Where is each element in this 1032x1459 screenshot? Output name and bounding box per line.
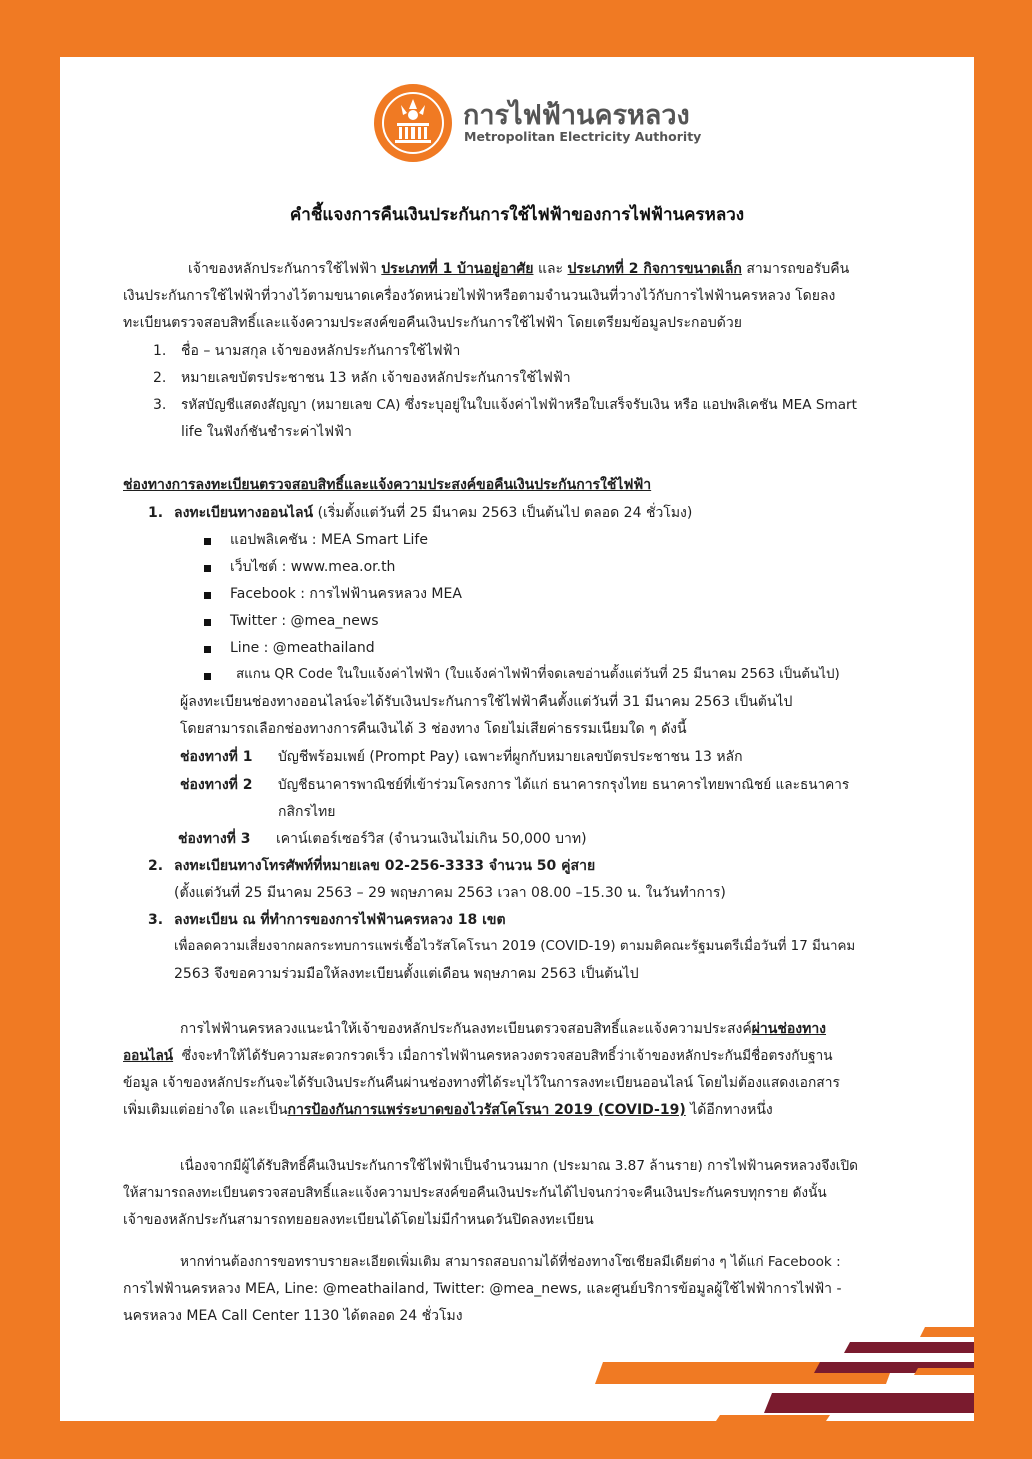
item-text: ชื่อ – นามสกุล เจ้าของหลักประกันการใช้ไฟฟ้า — [181, 343, 461, 359]
intro-text-end: สามารถขอรับคืน — [746, 261, 850, 277]
intro-type-2: ประเภทที่ 2 กิจการขนาดเล็ก — [567, 261, 742, 277]
recommend-line-3: ข้อมูล เจ้าของหลักประกันจะได้รับเงินประกันคืนผ่านช่องทางที่ได้ระบุไว้ในการลงทะเบียนออนไลน์ โดยไม่ต้องแสดงเอกสาร — [123, 1075, 840, 1091]
item-number: 3. — [153, 397, 167, 413]
office-title: ลงทะเบียน ณ ที่ทำการของการไฟฟ้านครหลวง 18 เขต — [174, 912, 506, 928]
phone-note: (ตั้งแต่วันที่ 25 มีนาคม 2563 – 29 พฤษภาคม 2563 เวลา 08.00 –15.30 น. ในวันทำการ) — [174, 885, 726, 901]
online-refund-line-1: ผู้ลงทะเบียนช่องทางออนไลน์จะได้รับเงินประกันการใช้ไฟฟ้าคืนตั้งแต่วันที่ 31 มีนาคม 2563 เป็นต้นไป — [180, 694, 793, 710]
online-refund-line-2: โดยสามารถเลือกช่องทางการคืนเงินได้ 3 ช่องทาง โดยไม่เสียค่าธรรมเนียมใด ๆ ดังนี้ — [180, 721, 687, 737]
online-title: ลงทะเบียนทางออนไลน์ — [174, 505, 314, 521]
intro-line-2: เงินประกันการใช้ไฟฟ้าที่วางไว้ตามขนาดเครื่องวัดหน่วยไฟฟ้าหรือตามจำนวนเงินที่วางไว้กับการไฟฟ้านครหลวง โดยลง — [123, 288, 836, 304]
refund-channel-label: ช่องทางที่ 2 — [180, 777, 253, 793]
refund-channel-label: ช่องทางที่ 1 — [180, 749, 253, 765]
document-title: คำชี้แจงการคืนเงินประกันการใช้ไฟฟ้าของการไฟฟ้านครหลวง — [289, 205, 745, 225]
recommend-text: เพิ่มเติมแต่อย่างใด และเป็น — [123, 1102, 288, 1118]
channels-heading: ช่องทางการลงทะเบียนตรวจสอบสิทธิ์และแจ้งความประสงค์ขอคืนเงินประกันการใช้ไฟฟ้า — [123, 477, 652, 493]
intro-and: และ — [537, 261, 564, 277]
item-number: 1. — [153, 343, 167, 359]
decorative-stripes — [60, 57, 974, 1421]
recommend-emphasis: ผ่านช่องทาง — [751, 1021, 827, 1037]
item-number: 2. — [153, 370, 167, 386]
recommend-text: ซึ่งจะทำให้ได้รับความสะดวกรวดเร็ว เมื่อการไฟฟ้านครหลวงตรวจสอบสิทธิ์ว่าเจ้าของหลักประกันมีชื่อตรงกับฐาน — [181, 1048, 833, 1064]
recommend-online: ออนไลน์ — [123, 1048, 174, 1064]
document-page — [60, 57, 974, 1421]
refund-channel-text-cont: กสิกรไทย — [278, 804, 336, 820]
many-line-2: ให้สามารถลงทะเบียนตรวจสอบสิทธิ์และแจ้งความประสงค์ขอคืนเงินประกันได้ไปจนกว่าจะคืนเงินประกันครบทุกราย ดังนั้น — [123, 1185, 827, 1201]
office-line-2: 2563 จึงขอความร่วมมือให้ลงทะเบียนตั้งแต่เดือน พฤษภาคม 2563 เป็นต้นไป — [174, 966, 639, 982]
refund-channel-text: บัญชีธนาคารพาณิชย์ที่เข้าร่วมโครงการ ได้แก่ ธนาคารกรุงไทย ธนาคารไทยพาณิชย์ และธนาคาร — [278, 777, 850, 793]
recommend-text: การไฟฟ้านครหลวงแนะนำให้เจ้าของหลักประกันลงทะเบียนตรวจสอบสิทธิ์และแจ้งความประสงค์ — [180, 1021, 752, 1037]
intro-type-1: ประเภทที่ 1 บ้านอยู่อาศัย — [381, 261, 534, 277]
online-channel-twitter: Twitter : @mea_news — [230, 613, 379, 629]
contact-line-1: หากท่านต้องการขอทราบรายละเอียดเพิ่มเติม สามารถสอบถามได้ที่ช่องทางโซเชียลมีเดียต่าง ๆ ได้แก่ Facebook : — [180, 1254, 841, 1270]
online-channel-line: Line : @meathailand — [230, 640, 375, 656]
contact-line-3: นครหลวง MEA Call Center 1130 ได้ตลอด 24 ชั่วโมง — [123, 1308, 463, 1324]
office-line-1: เพื่อลดความเสี่ยงจากผลกระทบการแพร่เชื้อไวรัสโคโรนา 2019 (COVID-19) ตามมติคณะรัฐมนตรีเมื่อวันที่ 17 มีนาคม — [174, 939, 856, 954]
intro-text: เจ้าของหลักประกันการใช้ไฟฟ้า — [188, 261, 377, 277]
online-note: (เริ่มตั้งแต่วันที่ 25 มีนาคม 2563 เป็นต้นไป ตลอด 24 ชั่วโมง) — [317, 505, 693, 521]
office-number: 3. — [148, 912, 164, 928]
refund-channel-label: ช่องทางที่ 3 — [178, 831, 251, 847]
refund-channel-text: บัญชีพร้อมเพย์ (Prompt Pay) เฉพาะที่ผูกกับหมายเลขบัตรประชาชน 13 หลัก — [278, 749, 743, 765]
org-name-th: การไฟฟ้านครหลวง — [463, 100, 690, 131]
recommend-covid: การป้องกันการแพร่ระบาดของไวรัสโคโรนา 2019 (COVID-19) — [287, 1102, 686, 1118]
online-channel-qr: สแกน QR Code ในใบแจ้งค่าไฟฟ้า (ใบแจ้งค่าไฟฟ้าที่จดเลขอ่านตั้งแต่วันที่ 25 มีนาคม 2563 เป็นต้นไป) — [236, 667, 840, 682]
refund-channel-text: เคาน์เตอร์เซอร์วิส (จำนวนเงินไม่เกิน 50,000 บาท) — [276, 831, 587, 847]
many-line-3: เจ้าของหลักประกันสามารถทยอยลงทะเบียนได้โดยไม่มีกำหนดวันปิดลงทะเบียน — [123, 1212, 594, 1228]
intro-line-3: ทะเบียนตรวจสอบสิทธิ์และแจ้งความประสงค์ขอคืนเงินประกันการใช้ไฟฟ้า โดยเตรียมข้อมูลประกอบด้วย — [123, 315, 742, 331]
online-number: 1. — [148, 505, 164, 521]
recommend-text-end: ได้อีกทางหนึ่ง — [690, 1102, 773, 1118]
online-channel-app: แอปพลิเคชัน : MEA Smart Life — [230, 532, 428, 548]
online-channel-facebook: Facebook : การไฟฟ้านครหลวง MEA — [230, 586, 462, 602]
item-text: รหัสบัญชีแสดงสัญญา (หมายเลข CA) ซึ่งระบุอยู่ในใบแจ้งค่าไฟฟ้าหรือใบเสร็จรับเงิน หรือ แอปพลิเคชัน MEA Smart — [181, 397, 857, 413]
phone-title: ลงทะเบียนทางโทรศัพท์ที่หมายเลข 02-256-3333 จำนวน 50 คู่สาย — [174, 858, 596, 874]
item-text: หมายเลขบัตรประชาชน 13 หลัก เจ้าของหลักประกันการใช้ไฟฟ้า — [181, 370, 571, 386]
online-channel-website: เว็บไซต์ : www.mea.or.th — [230, 559, 396, 575]
contact-line-2: การไฟฟ้านครหลวง MEA, Line: @meathailand, Twitter: @mea_news, และศูนย์บริการข้อมูลผู้ใช้ไฟฟ้าการไฟฟ้า - — [123, 1281, 842, 1297]
phone-number: 2. — [148, 858, 164, 874]
org-name-en: Metropolitan Electricity Authority — [464, 129, 702, 144]
many-line-1: เนื่องจากมีผู้ได้รับสิทธิ์คืนเงินประกันการใช้ไฟฟ้าเป็นจำนวนมาก (ประมาณ 3.87 ล้านราย) การไฟฟ้านครหลวงจึงเปิด — [180, 1158, 858, 1174]
item-text-cont: life ในฟังก์ชันชำระค่าไฟฟ้า — [181, 424, 352, 440]
